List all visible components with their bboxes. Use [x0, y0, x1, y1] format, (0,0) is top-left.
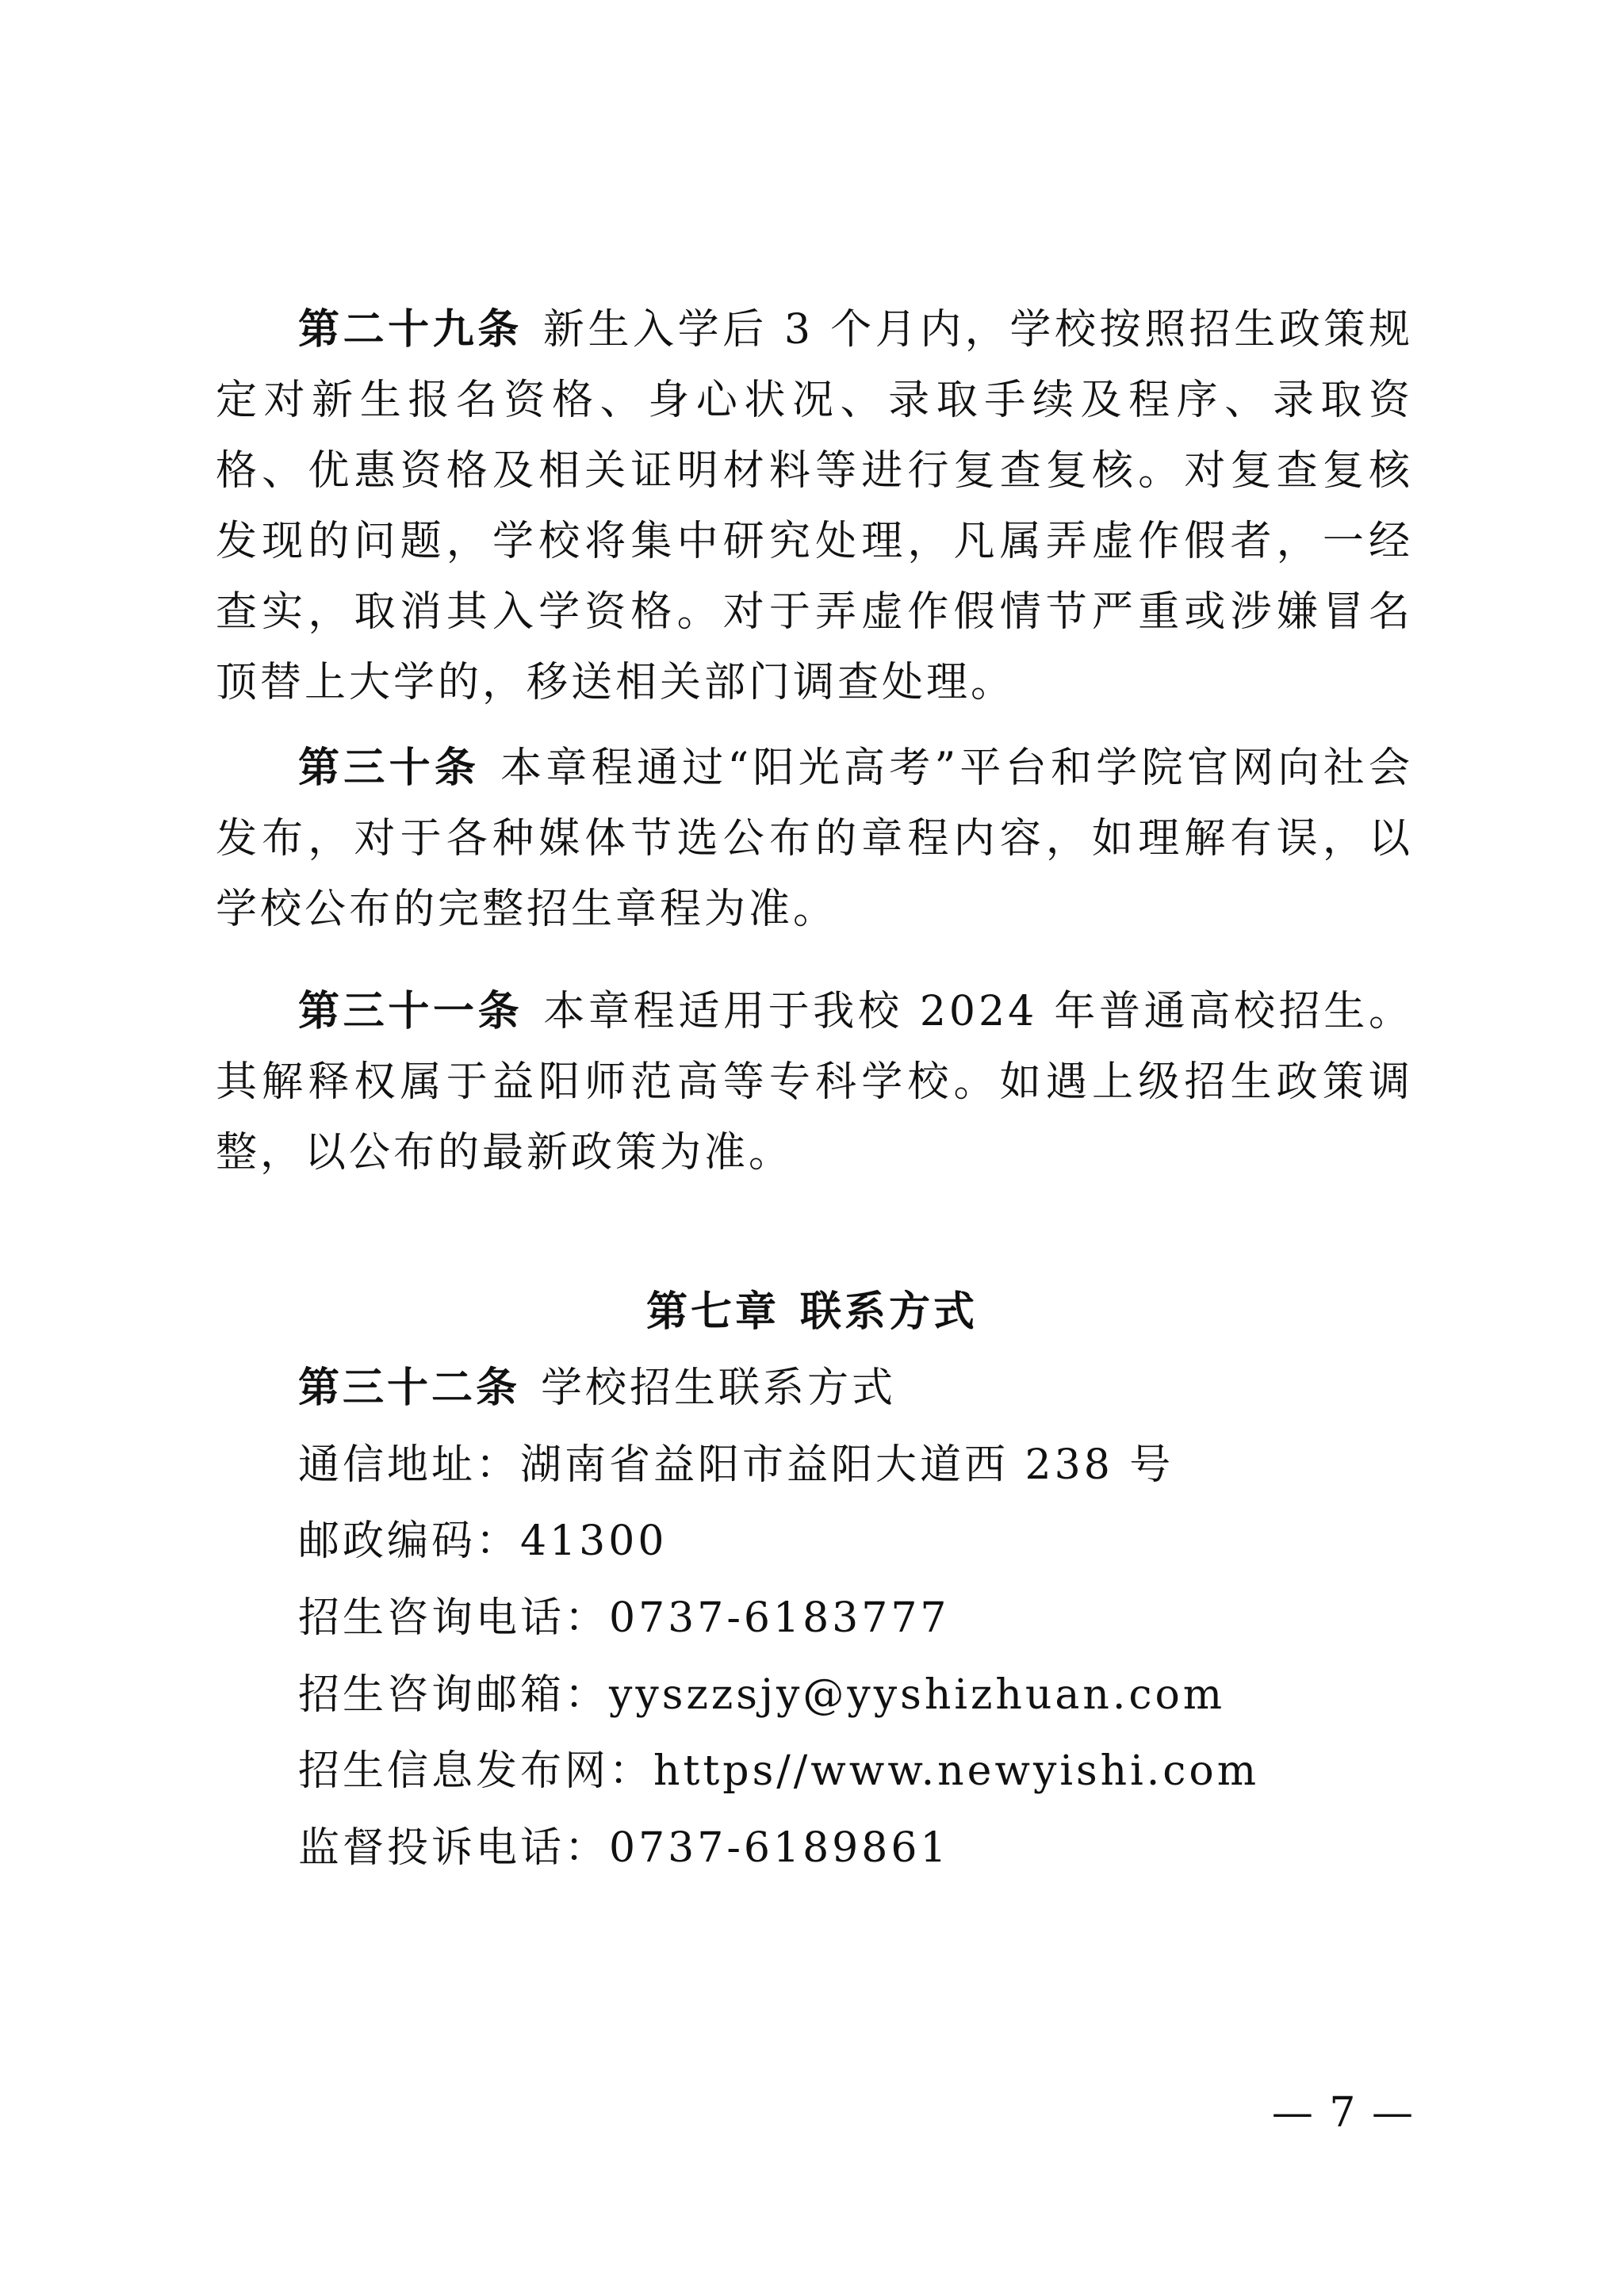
article-29	[216, 295, 1413, 718]
article-29-heading: 第二十九条	[298, 306, 523, 354]
chapter-number: 第七章	[645, 1288, 779, 1336]
contact-address: 通信地址：湖南省益阳市益阳大道西 238 号	[298, 1441, 1174, 1489]
contact-phone: 招生咨询电话：0737-6183777	[298, 1594, 950, 1642]
article-30-text: 本章程通过“阳光高考”平台和学院官网向社会发布，对于各种媒体节选公布的章程内容，如理解有误，以学校公布的完整招生章程为准。	[216, 744, 1413, 933]
chapter-heading	[0, 1280, 1624, 1344]
contact-complaint-phone: 监督投诉电话：0737-6189861	[298, 1824, 950, 1872]
article-31-heading: 第三十一条	[298, 988, 523, 1035]
chapter-title: 联系方式	[800, 1288, 979, 1336]
article-31-text: 本章程适用于我校 2024 年普通高校招生。其解释权属于益阳师范高等专科学校。如遇上级招生政策调整，以公布的最新政策为准。	[216, 988, 1413, 1177]
article-30-heading: 第三十条	[298, 744, 481, 792]
contact-website: 招生信息发布网：https//www.newyishi.com	[298, 1747, 1260, 1795]
article-31	[216, 977, 1413, 1188]
page-number: — 7 —	[1271, 2089, 1415, 2137]
contact-email: 招生咨询邮箱：yyszzsjy@yyshizhuan.com	[298, 1671, 1226, 1719]
article-32-heading: 第三十二条	[298, 1364, 521, 1412]
article-32-text: 学校招生联系方式	[541, 1364, 897, 1412]
contact-postcode: 邮政编码：41300	[298, 1517, 668, 1565]
article-32	[298, 1357, 896, 1420]
article-30	[216, 733, 1413, 945]
article-29-text: 新生入学后 3 个月内，学校按照招生政策规定对新生报名资格、身心状况、录取手续及程序、录取资格、优惠资格及相关证明材料等进行复查复核。对复查复核发现的问题，学校将集中研究处理，凡属弄虚作假者，一经查实，取消其入学资格。对于弄虚作假情节严重或涉嫌冒名顶替上大学的，移送相关部门调查处理。	[216, 306, 1413, 706]
